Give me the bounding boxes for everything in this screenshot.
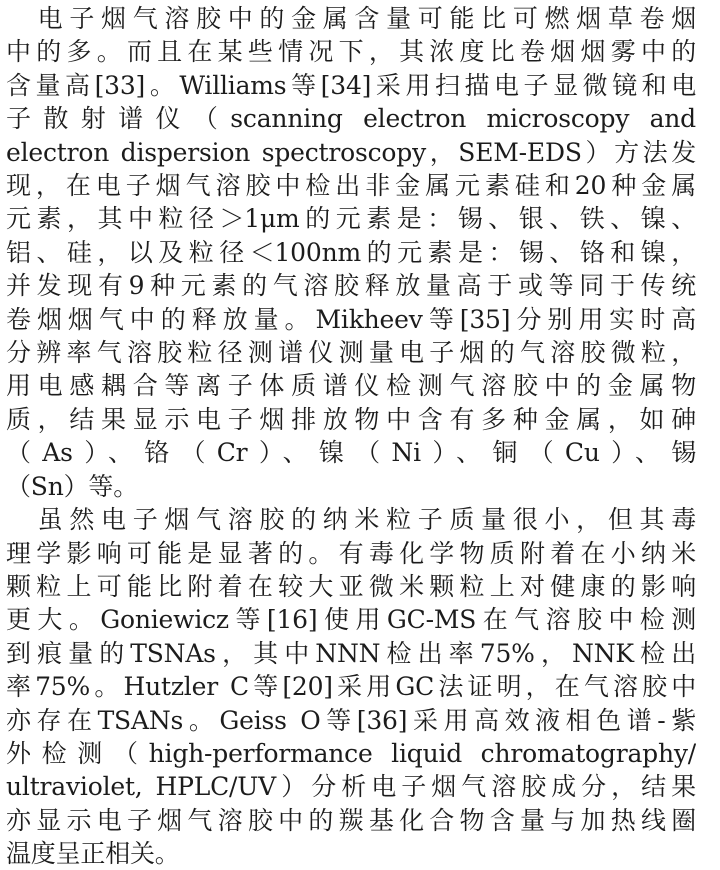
text-line: （As）、铬（Cr）、镍（Ni）、铜（Cu）、锡	[6, 438, 696, 468]
text-line: 含量高[33]。Williams等[34]采用扫描电子显微镜和电	[6, 70, 696, 100]
text-line: 并发现有9种元素的气溶胶释放量高于或等同于传统	[6, 271, 696, 301]
text-line: 电子烟气溶胶中的金属含量可能比可燃烟草卷烟	[6, 4, 696, 33]
text-line: 温度呈正相关。	[6, 839, 180, 868]
paragraph-metal-content	[6, 2, 696, 503]
text-line: ultraviolet, HPLC/UV）分析电子烟气溶胶成分，结果	[6, 772, 696, 802]
text-line: 率75%。Hutzler C等[20]采用GC法证明，在气溶胶中	[6, 672, 696, 702]
text-line: 中的多。而且在某些情况下，其浓度比卷烟烟雾中的	[6, 37, 696, 67]
text-line: 元素，其中粒径＞1μm的元素是：锡、银、铁、镍、	[6, 204, 696, 234]
text-line: 子散射谱仪（scanning electron microscopy and	[6, 104, 696, 134]
text-line: 虽然电子烟气溶胶的纳米粒子质量很小，但其毒	[6, 505, 696, 535]
text-line: 用电感耦合等离子体质谱仪检测气溶胶中的金属物	[6, 371, 696, 401]
text-line: 质，结果显示电子烟排放物中含有多种金属，如砷	[6, 404, 696, 434]
text-line: 卷烟烟气中的释放量。Mikheev等[35]分别用实时高	[6, 304, 696, 334]
document-page	[6, 2, 696, 868]
paragraph-nanoparticle-toxicity	[6, 503, 696, 868]
text-line: （Sn）等。	[6, 471, 139, 501]
text-line: 亦显示电子烟气溶胶中的羰基化合物含量与加热线圈	[6, 805, 696, 835]
text-line: 分辨率气溶胶粒径测谱仪测量电子烟的气溶胶微粒，	[6, 338, 696, 368]
text-line: electron dispersion spectroscopy，SEM-EDS）方法发	[6, 137, 696, 167]
text-line: 外检测（high-performance liquid chromatography/	[6, 738, 696, 768]
text-line: 现，在电子烟气溶胶中检出非金属元素硅和20种金属	[6, 171, 696, 201]
text-line: 更大。Goniewicz等[16]使用GC-MS在气溶胶中检测	[6, 605, 696, 635]
text-line: 理学影响可能是显著的。有毒化学物质附着在小纳米	[6, 538, 696, 568]
text-line: 铝、硅，以及粒径＜100nm的元素是：锡、铬和镍，	[6, 237, 696, 267]
text-line: 到痕量的TSNAs，其中NNN检出率75%，NNK检出	[6, 638, 696, 668]
text-line: 颗粒上可能比附着在较大亚微米颗粒上对健康的影响	[6, 571, 696, 601]
text-line: 亦存在TSANs。Geiss O等[36]采用高效液相色谱-紫	[6, 705, 696, 735]
